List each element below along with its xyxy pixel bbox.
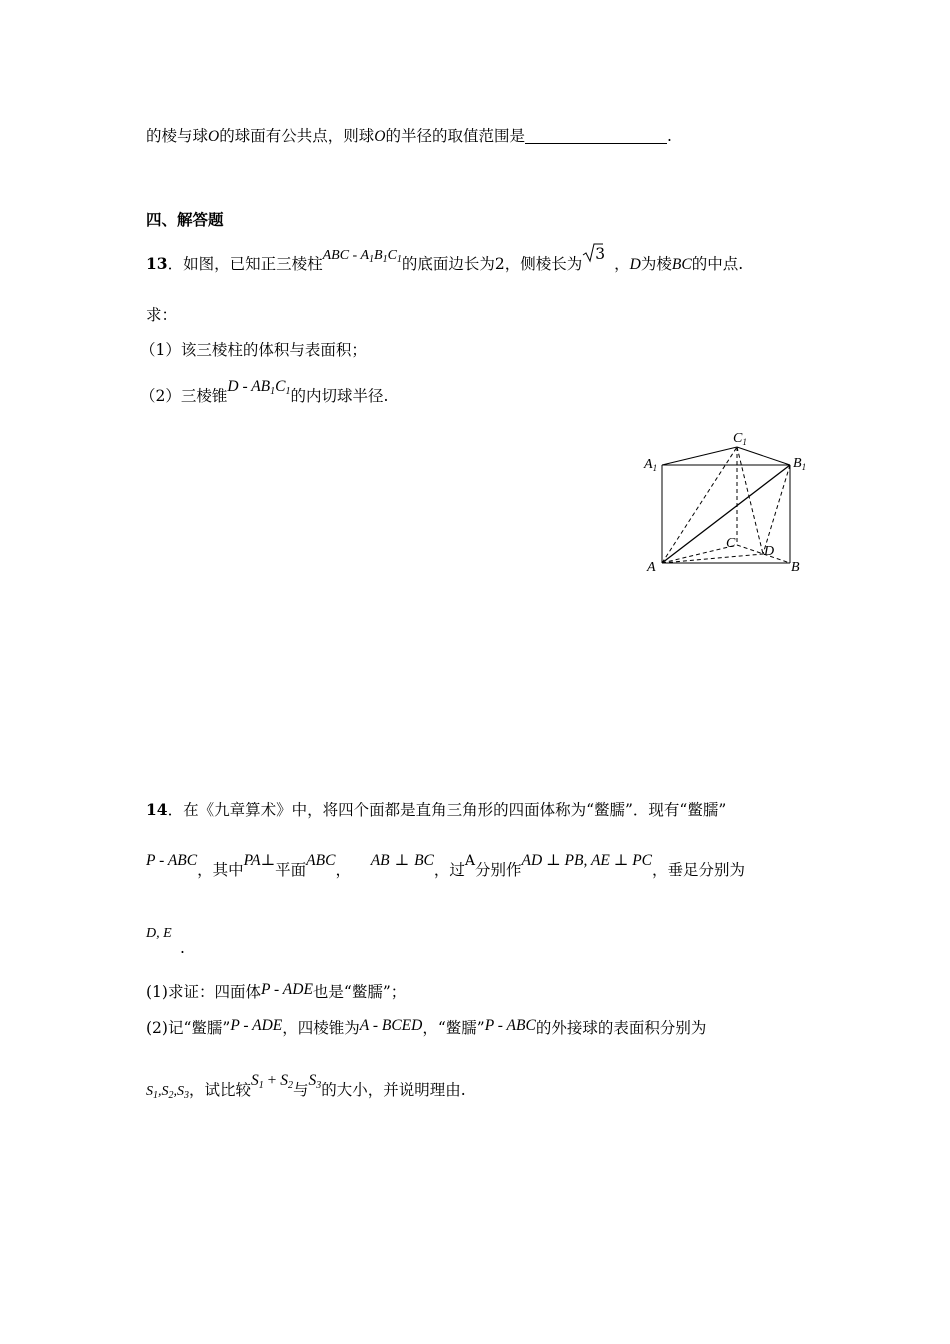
q13-text: 的底面边长为2，侧棱长为	[401, 255, 583, 273]
q14-text: ，试比较	[189, 1081, 252, 1099]
label-D: D	[764, 544, 775, 559]
expr-ab: AB	[370, 852, 390, 869]
expr-s3: $S_3$	[308, 1072, 322, 1091]
expr-pade: P - ADE	[260, 981, 313, 998]
q13-line1	[146, 245, 744, 280]
label-B: B	[791, 560, 800, 575]
q13-text: （2）三棱锥	[140, 387, 228, 405]
q13-text: 的内切球半径.	[290, 387, 389, 405]
q14-text: (2)记“鳖臑”	[146, 1019, 231, 1037]
q13-part2	[140, 378, 389, 412]
q12-text: 的棱与球	[146, 127, 209, 145]
perp-symbol: ⊥	[394, 851, 410, 869]
expr-pabc: P - ABC	[146, 852, 198, 869]
q14-dot: .	[180, 939, 185, 957]
label-C1: $C_1$	[733, 431, 747, 447]
q13-text: 的中点.	[691, 255, 744, 273]
q13-part1: （1）该三棱柱的体积与表面积；	[140, 341, 367, 359]
expr-de: D, E	[146, 926, 172, 941]
q14-text: 的大小，并说明理由.	[321, 1081, 466, 1099]
q14-text: ，过	[433, 861, 465, 879]
q14-line1	[146, 800, 726, 820]
var-D: D	[629, 256, 641, 273]
q13-text: ，	[614, 255, 630, 273]
q14-part2-cont	[146, 1072, 466, 1106]
expr-pade: P - ADE	[230, 1017, 283, 1034]
expr-pabc: P - ABC	[484, 1017, 536, 1034]
var-BC: BC	[671, 256, 692, 273]
var-O: O	[208, 128, 220, 145]
expr-abc: ABC	[306, 852, 336, 869]
prism-expression: ABC - $A_1B_1C_1$	[322, 248, 402, 265]
q14-text: 也是“鳖臑”；	[312, 983, 407, 1001]
q13-ask: 求：	[146, 306, 178, 324]
expr-bc: BC	[414, 852, 434, 869]
q13-text: 为棱	[640, 255, 672, 273]
expr-perpendiculars: AD ⊥ PB, AE ⊥ PC	[521, 852, 653, 869]
q14-text: 平面	[275, 861, 307, 879]
q14-text: 的外接球的表面积分别为	[535, 1019, 707, 1037]
q12-tail-line	[146, 126, 672, 147]
question-number: 14	[146, 800, 168, 819]
label-A: A	[647, 560, 656, 575]
q14-text: ．在《九章算术》中，将四个面都是直角三角形的四面体称为“鳖臑”．现有“鳖臑”	[167, 801, 727, 819]
answer-blank[interactable]	[525, 129, 667, 144]
q14-text: ，四棱锥为	[282, 1019, 360, 1037]
section-title: 四、解答题	[146, 210, 224, 229]
q12-text: .	[666, 127, 672, 145]
q14-line2	[146, 851, 746, 881]
label-C: C	[726, 536, 736, 551]
q14-text: ，	[335, 861, 351, 879]
q14-text: ，其中	[197, 861, 244, 879]
perp-symbol: ⊥	[260, 851, 276, 869]
expr-abced: A - BCED	[359, 1017, 423, 1034]
q14-text: ，“鳖臑”	[422, 1019, 485, 1037]
expr-s123: $S_1,S_2,S_3$	[146, 1084, 189, 1101]
expr-s1-plus-s2: $S_1 + S_2$	[251, 1072, 294, 1091]
q14-text: 分别作	[475, 861, 522, 879]
q14-part1	[146, 982, 406, 1003]
q14-text: ，垂足分别为	[652, 861, 746, 879]
sqrt-three: 3	[582, 245, 614, 263]
prism-figure	[640, 425, 820, 585]
q14-part2	[146, 1018, 706, 1039]
q12-text: 的半径的取值范围是	[385, 127, 525, 145]
q14-line3	[146, 922, 172, 944]
expr-pa: PA	[243, 852, 261, 869]
question-number: 13	[146, 254, 168, 273]
var-O: O	[374, 128, 386, 145]
label-B1: $B_1$	[793, 456, 807, 472]
label-A1: $A_1$	[644, 457, 658, 473]
q14-text: 与	[293, 1081, 309, 1099]
q12-text: 的球面有公共点，则球	[219, 127, 375, 145]
q14-text: (1)求证：四面体	[146, 983, 261, 1001]
q13-text: ．如图，已知正三棱柱	[167, 255, 323, 273]
pyramid-expression: D - $AB_1C_1$	[227, 378, 291, 397]
point-A: A	[464, 853, 476, 869]
